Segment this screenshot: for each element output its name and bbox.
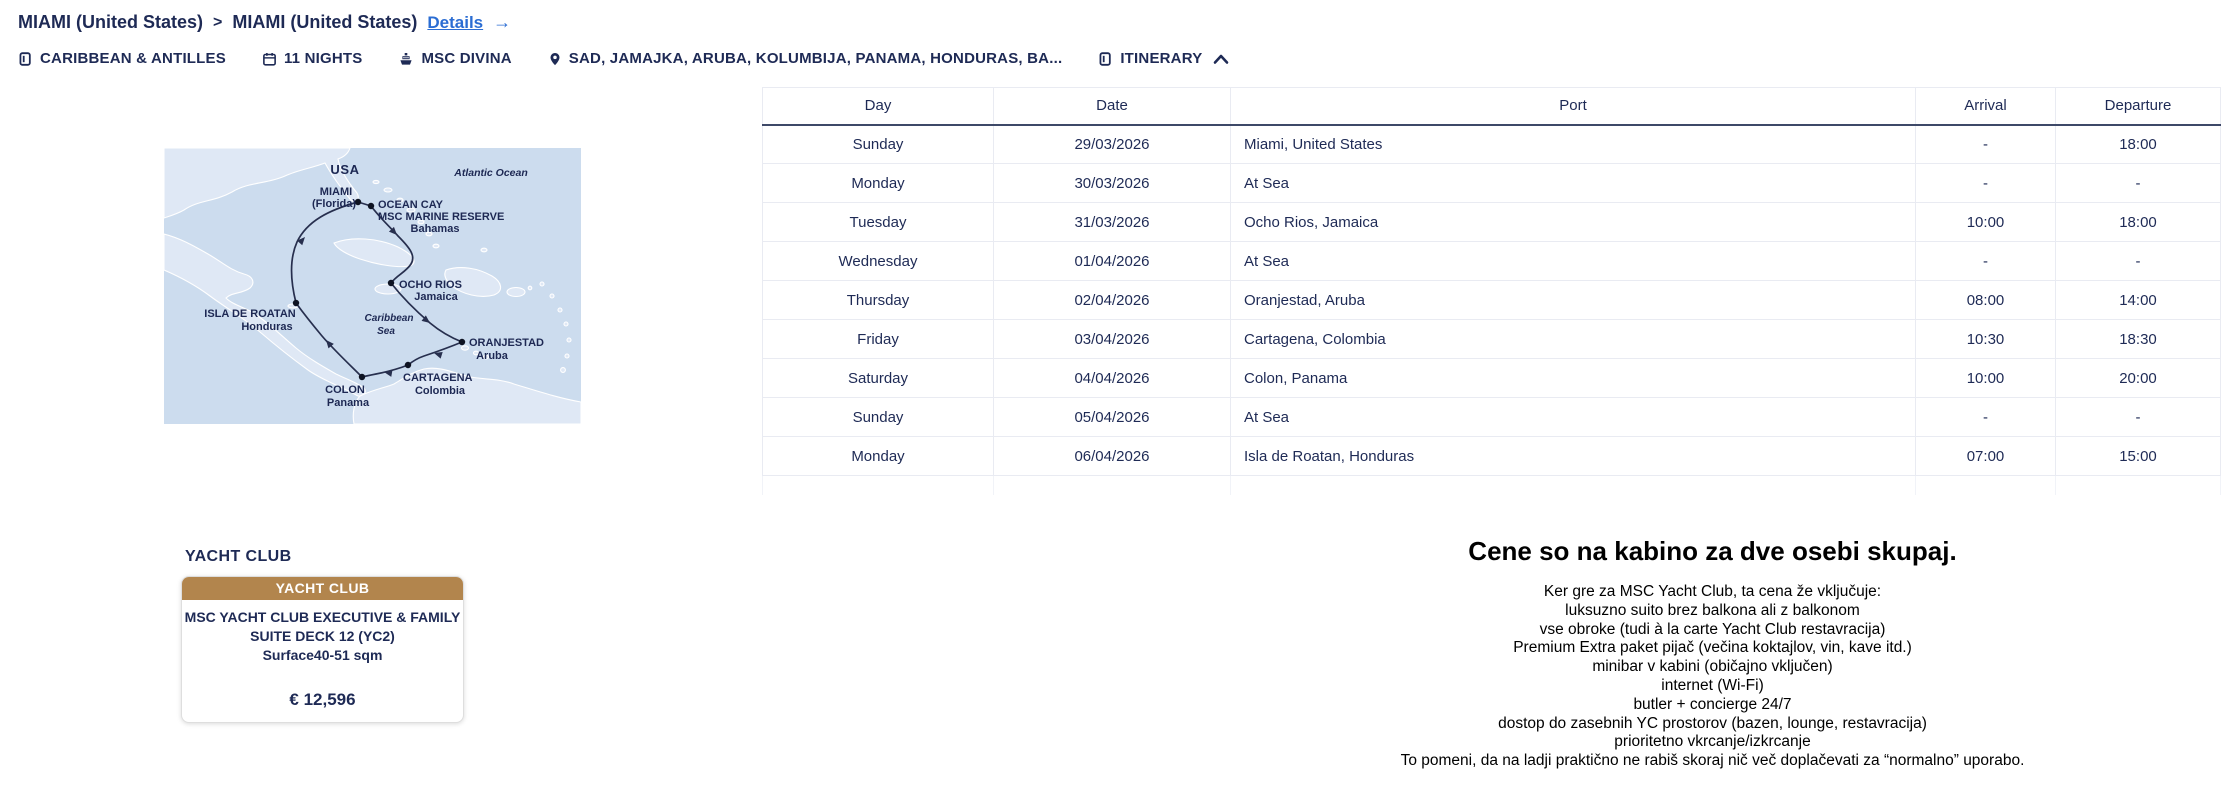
map-label-panama: Panama <box>326 397 370 409</box>
map-label-sea: Sea <box>377 326 395 337</box>
cell-day: Monday <box>763 164 994 203</box>
table-row-partial <box>763 476 2221 495</box>
column-header-arrival: Arrival <box>1916 88 2056 125</box>
cell-date: 29/03/2026 <box>994 125 1231 164</box>
cell-date: 05/04/2026 <box>994 398 1231 437</box>
badge-ship <box>398 50 511 67</box>
pricing-info-line: vse obroke (tudi à la carte Yacht Club restavracija) <box>1539 620 1886 638</box>
cell-arrival: - <box>1916 242 2056 281</box>
route-icon <box>1098 51 1113 67</box>
calendar-icon <box>262 51 277 67</box>
pricing-info-line: butler + concierge 24/7 <box>1633 695 1792 713</box>
cell-arrival: - <box>1916 125 2056 164</box>
cell-date: 03/04/2026 <box>994 320 1231 359</box>
cell-departure: 15:00 <box>2056 437 2221 476</box>
cell-date: 04/04/2026 <box>994 359 1231 398</box>
cell-departure: - <box>2056 242 2221 281</box>
map-label-caribbean: Caribbean <box>364 313 414 324</box>
map-label-colombia: Colombia <box>414 385 466 397</box>
cell-arrival: - <box>1916 164 2056 203</box>
cabin-name-line1: MSC YACHT CLUB EXECUTIVE & FAMILY <box>184 609 461 625</box>
column-header-day: Day <box>763 88 994 125</box>
cell-port: At Sea <box>1231 164 1916 203</box>
pricing-info-line: minibar v kabini (običajno vključen) <box>1592 658 1833 676</box>
map-label-ocho-rios: OCHO RIOS <box>399 279 462 291</box>
cell-port: Ocho Rios, Jamaica <box>1231 203 1916 242</box>
cell-port: Oranjestad, Aruba <box>1231 281 1916 320</box>
map-label-aruba: Aruba <box>476 350 508 362</box>
map-label-oranjestad: ORANJESTAD <box>469 337 544 349</box>
pricing-info-line: To pomeni, da na ladji praktično ne rabiš skoraj nič več doplačevati za “normalno” uporabo. <box>1400 752 2025 770</box>
breadcrumb <box>18 12 511 33</box>
badge-ports <box>548 50 1063 67</box>
cell-date: 31/03/2026 <box>994 203 1231 242</box>
yacht-club-card-body <box>182 600 463 709</box>
table-row <box>763 281 2221 320</box>
cell-day: Saturday <box>763 359 994 398</box>
details-link[interactable]: Details <box>427 12 484 32</box>
cell-port: Isla de Roatan, Honduras <box>1231 437 1916 476</box>
cell-port: Cartagena, Colombia <box>1231 320 1916 359</box>
table-row <box>763 125 2221 164</box>
cell-day: Friday <box>763 320 994 359</box>
pricing-info-line: internet (Wi-Fi) <box>1661 676 1764 694</box>
cell-port: At Sea <box>1231 242 1916 281</box>
table-row <box>763 398 2221 437</box>
pricing-info-title: Cene so na kabino za dve osebi skupaj. <box>1468 536 1957 566</box>
table-row <box>763 164 2221 203</box>
table-row <box>763 203 2221 242</box>
pricing-info-line: prioritetno vkrcanje/izkrcanje <box>1614 733 1811 751</box>
ship-icon <box>398 51 414 67</box>
pricing-info-line: luksuzno suito brez balkona ali z balkonom <box>1565 601 1860 619</box>
table-header-row <box>763 88 2221 125</box>
itinerary-toggle[interactable] <box>1098 50 1229 67</box>
yacht-club-card-header: YACHT CLUB <box>182 577 463 600</box>
arrow-right-icon: → <box>493 12 512 32</box>
map-label-msc-marine-reserve: MSC MARINE RESERVE <box>378 211 505 223</box>
cell-arrival: - <box>1916 398 2056 437</box>
table-row <box>763 242 2221 281</box>
badge-ship-label: MSC DIVINA <box>421 50 512 67</box>
badge-nights-label: 11 NIGHTS <box>283 50 363 67</box>
cell-arrival: 10:30 <box>1916 320 2056 359</box>
pricing-info-block <box>1290 536 2135 771</box>
itinerary-table <box>762 87 2221 495</box>
map-label-florida: (Florida) <box>312 198 356 210</box>
cell-arrival: 08:00 <box>1916 281 2056 320</box>
column-header-port: Port <box>1231 88 1916 125</box>
cell-departure: 14:00 <box>2056 281 2221 320</box>
chevron-up-icon[interactable] <box>1213 53 1229 65</box>
cell-day: Wednesday <box>763 242 994 281</box>
cell-departure: 20:00 <box>2056 359 2221 398</box>
cell-day: Tuesday <box>763 203 994 242</box>
table-row <box>763 437 2221 476</box>
cell-day: Sunday <box>763 125 994 164</box>
badge-region-label: CARIBBEAN & ANTILLES <box>40 50 226 67</box>
pricing-info-line: Premium Extra paket pijač (večina koktajlov, vin, kave itd.) <box>1513 639 1912 657</box>
cell-arrival: 07:00 <box>1916 437 2056 476</box>
cell-departure: 18:00 <box>2056 125 2221 164</box>
pricing-info-line: Ker gre za MSC Yacht Club, ta cena že vključuje: <box>1543 583 1882 600</box>
pricing-info-line: dostop do zasebnih YC prostorov (bazen, lounge, restavracija) <box>1498 714 1927 732</box>
badge-nights <box>262 50 363 67</box>
column-header-date: Date <box>994 88 1231 125</box>
cell-day: Thursday <box>763 281 994 320</box>
map-pin-icon <box>548 51 562 67</box>
cell-departure: - <box>2056 164 2221 203</box>
cruise-route-map <box>164 148 581 424</box>
map-label-atlantic-ocean: Atlantic Ocean <box>454 167 528 179</box>
cell-port: Colon, Panama <box>1231 359 1916 398</box>
map-label-miami: MIAMI <box>319 186 353 198</box>
map-label-jamaica: Jamaica <box>414 291 458 303</box>
map-label-usa: USA <box>330 162 360 177</box>
breadcrumb-separator: > <box>213 13 223 31</box>
map-label-colon: COLON <box>325 384 365 396</box>
cruise-summary-badges <box>18 50 1229 67</box>
breadcrumb-item-origin[interactable]: MIAMI (United States) <box>18 12 204 32</box>
table-row <box>763 320 2221 359</box>
map-label-isla-de-roatan: ISLA DE ROATAN <box>204 308 296 320</box>
cell-date: 01/04/2026 <box>994 242 1231 281</box>
map-label-bahamas: Bahamas <box>410 223 460 235</box>
cell-arrival: 10:00 <box>1916 359 2056 398</box>
cell-port: Miami, United States <box>1231 125 1916 164</box>
cell-date: 30/03/2026 <box>994 164 1231 203</box>
yacht-club-price-card[interactable] <box>181 576 464 723</box>
cell-date: 06/04/2026 <box>994 437 1231 476</box>
cabin-name-line2: SUITE DECK 12 (YC2) <box>250 628 395 644</box>
map-label-cartagena: CARTAGENA <box>403 372 473 384</box>
cell-day: Sunday <box>763 398 994 437</box>
cabin-surface: Surface40-51 sqm <box>262 647 383 663</box>
badge-region <box>18 50 226 67</box>
cell-departure: 18:00 <box>2056 203 2221 242</box>
cell-arrival: 10:00 <box>1916 203 2056 242</box>
cell-departure: - <box>2056 398 2221 437</box>
itinerary-toggle-label: ITINERARY <box>1120 50 1203 67</box>
badge-ports-label: SAD, JAMAJKA, ARUBA, KOLUMBIJA, PANAMA, HONDURAS, BA... <box>568 50 1063 67</box>
column-header-departure: Departure <box>2056 88 2221 125</box>
cell-port: At Sea <box>1231 398 1916 437</box>
breadcrumb-item-destination[interactable]: MIAMI (United States) <box>232 12 418 32</box>
map-label-honduras: Honduras <box>241 321 293 333</box>
cell-day: Monday <box>763 437 994 476</box>
route-icon <box>18 51 33 67</box>
cell-departure: 18:30 <box>2056 320 2221 359</box>
map-label-ocean-cay: OCEAN CAY <box>378 199 443 211</box>
cabin-price: € 12,596 <box>289 690 356 709</box>
yacht-club-section-title: YACHT CLUB <box>185 548 292 565</box>
cell-date: 02/04/2026 <box>994 281 1231 320</box>
table-row <box>763 359 2221 398</box>
